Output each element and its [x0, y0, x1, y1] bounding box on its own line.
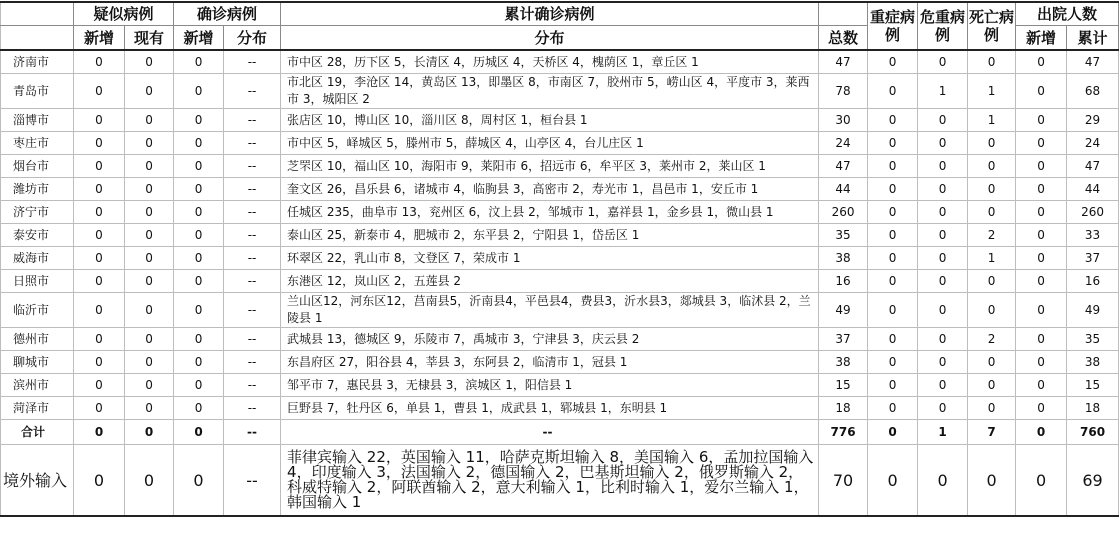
table-row [1, 201, 1119, 224]
critical-cell: 0 [918, 109, 968, 132]
suspected-current-cell: 0 [125, 132, 174, 155]
city-name-cell: 威海市 [1, 247, 74, 270]
confirmed-new-cell: 0 [174, 224, 224, 247]
distribution-cell: 兰山区12，河东区12，莒南县5，沂南县4，平邑县4，费县3，沂水县3，郯城县 3，临沭县 2，兰陵县 1 [281, 293, 819, 328]
death-cell: 0 [968, 50, 1016, 74]
city-name-cell: 日照市 [1, 270, 74, 293]
discharged-new-cell: 0 [1016, 293, 1067, 328]
cumulative-distribution-header: 分布 [281, 26, 819, 51]
distribution-cell: 东昌府区 27，阳谷县 4，莘县 3，东阿县 2，临清市 1，冠县 1 [281, 351, 819, 374]
critical-header: 危重病例 [918, 2, 968, 50]
suspected-new-cell: 0 [74, 109, 125, 132]
discharged-new-cell: 0 [1016, 201, 1067, 224]
confirmed-distribution-cell: -- [224, 132, 281, 155]
confirmed-distribution-cell: -- [224, 293, 281, 328]
severe-cell: 0 [868, 420, 918, 445]
city-name-cell: 枣庄市 [1, 132, 74, 155]
table-body [1, 50, 1119, 516]
critical-cell: 0 [918, 445, 968, 517]
critical-cell: 0 [918, 328, 968, 351]
death-cell: 1 [968, 109, 1016, 132]
discharged-new-header: 新增 [1016, 26, 1067, 51]
distribution-cell: 巨野县 7，牡丹区 6，单县 1，曹县 1，成武县 1，郓城县 1，东明县 1 [281, 397, 819, 420]
total-cell: 18 [819, 397, 868, 420]
distribution-cell: 任城区 235，曲阜市 13，兖州区 6，汶上县 2，邹城市 1，嘉祥县 1，金乡县 1，微山县 1 [281, 201, 819, 224]
suspected-current-cell: 0 [125, 155, 174, 178]
distribution-cell: 武城县 13，德城区 9，乐陵市 7，禹城市 3，宁津县 3，庆云县 2 [281, 328, 819, 351]
severe-cell: 0 [868, 247, 918, 270]
confirmed-new-cell: 0 [174, 270, 224, 293]
severe-cell: 0 [868, 132, 918, 155]
table-row [1, 351, 1119, 374]
discharged-new-cell: 0 [1016, 270, 1067, 293]
suspected-new-cell: 0 [74, 178, 125, 201]
suspected-current-cell: 0 [125, 201, 174, 224]
suspected-new-cell: 0 [74, 420, 125, 445]
suspected-current-cell: 0 [125, 109, 174, 132]
city-name-cell: 滨州市 [1, 374, 74, 397]
suspected-new-cell: 0 [74, 132, 125, 155]
severe-cell: 0 [868, 374, 918, 397]
suspected-current-cell: 0 [125, 178, 174, 201]
table-row [1, 270, 1119, 293]
suspected-new-cell: 0 [74, 50, 125, 74]
total-cell: 16 [819, 270, 868, 293]
discharged-cumulative-cell: 33 [1067, 224, 1119, 247]
suspected-current-cell: 0 [125, 293, 174, 328]
discharged-cumulative-cell: 18 [1067, 397, 1119, 420]
death-cell: 1 [968, 247, 1016, 270]
discharged-cumulative-cell: 69 [1067, 445, 1119, 517]
suspected-current-cell: 0 [125, 247, 174, 270]
cumulative-header-blank [819, 2, 868, 26]
death-cell: 0 [968, 132, 1016, 155]
table-row [1, 397, 1119, 420]
confirmed-new-cell: 0 [174, 293, 224, 328]
discharged-new-cell: 0 [1016, 247, 1067, 270]
city-name-cell: 德州市 [1, 328, 74, 351]
total-cell: 776 [819, 420, 868, 445]
distribution-cell: 市中区 28，历下区 5，长清区 4，历城区 4，天桥区 4，槐荫区 1，章丘区 1 [281, 50, 819, 74]
discharged-new-cell: 0 [1016, 178, 1067, 201]
death-header: 死亡病例 [968, 2, 1016, 50]
confirmed-distribution-cell: -- [224, 224, 281, 247]
discharged-cumulative-cell: 15 [1067, 374, 1119, 397]
suspected-current-cell: 0 [125, 420, 174, 445]
discharged-cumulative-cell: 35 [1067, 328, 1119, 351]
city-name-cell: 聊城市 [1, 351, 74, 374]
severe-cell: 0 [868, 74, 918, 109]
critical-cell: 0 [918, 155, 968, 178]
discharged-new-cell: 0 [1016, 445, 1067, 517]
cumulative-header: 累计确诊病例 [281, 2, 819, 26]
confirmed-distribution-cell: -- [224, 50, 281, 74]
discharged-cumulative-cell: 47 [1067, 50, 1119, 74]
critical-cell: 0 [918, 224, 968, 247]
suspected-new-cell: 0 [74, 351, 125, 374]
table-row [1, 132, 1119, 155]
severe-cell: 0 [868, 109, 918, 132]
critical-cell: 0 [918, 50, 968, 74]
discharged-cumulative-cell: 49 [1067, 293, 1119, 328]
confirmed-new-cell: 0 [174, 445, 224, 517]
header-row-top [1, 2, 1119, 26]
total-cell: 78 [819, 74, 868, 109]
total-cell: 47 [819, 50, 868, 74]
suspected-header: 疑似病例 [74, 2, 174, 26]
discharged-new-cell: 0 [1016, 374, 1067, 397]
critical-cell: 0 [918, 270, 968, 293]
table-row [1, 74, 1119, 109]
table-row [1, 247, 1119, 270]
discharged-new-cell: 0 [1016, 74, 1067, 109]
city-name-cell: 合计 [1, 420, 74, 445]
confirmed-distribution-cell: -- [224, 178, 281, 201]
confirmed-new-cell: 0 [174, 328, 224, 351]
suspected-current-cell: 0 [125, 374, 174, 397]
discharged-new-cell: 0 [1016, 132, 1067, 155]
confirmed-distribution-cell: -- [224, 74, 281, 109]
discharged-new-cell: 0 [1016, 50, 1067, 74]
table-row [1, 224, 1119, 247]
distribution-cell: 奎文区 26，昌乐县 6，诸城市 4，临朐县 3，高密市 2，寿光市 1，昌邑市 1，安丘市 1 [281, 178, 819, 201]
table-row [1, 178, 1119, 201]
death-cell: 2 [968, 328, 1016, 351]
critical-cell: 0 [918, 247, 968, 270]
death-cell: 0 [968, 201, 1016, 224]
total-cell: 260 [819, 201, 868, 224]
severe-cell: 0 [868, 201, 918, 224]
imported-cases-row [1, 445, 1119, 517]
suspected-current-cell: 0 [125, 50, 174, 74]
death-cell: 0 [968, 445, 1016, 517]
confirmed-new-cell: 0 [174, 374, 224, 397]
suspected-current-cell: 0 [125, 397, 174, 420]
discharged-cumulative-cell: 16 [1067, 270, 1119, 293]
table-row [1, 155, 1119, 178]
suspected-current-cell: 0 [125, 328, 174, 351]
suspected-current-cell: 0 [125, 224, 174, 247]
severe-cell: 0 [868, 445, 918, 517]
severe-cell: 0 [868, 293, 918, 328]
confirmed-new-cell: 0 [174, 50, 224, 74]
suspected-new-cell: 0 [74, 397, 125, 420]
confirmed-distribution-cell: -- [224, 155, 281, 178]
suspected-new-cell: 0 [74, 374, 125, 397]
confirmed-header: 确诊病例 [174, 2, 281, 26]
discharged-cumulative-cell: 68 [1067, 74, 1119, 109]
distribution-cell: 邹平市 7，惠民县 3，无棣县 3，滨城区 1，阳信县 1 [281, 374, 819, 397]
discharged-cumulative-cell: 24 [1067, 132, 1119, 155]
total-cell: 37 [819, 328, 868, 351]
discharged-new-cell: 0 [1016, 420, 1067, 445]
distribution-cell: 菲律宾输入 22，英国输入 11，哈萨克斯坦输入 8，美国输入 6，孟加拉国输入 4，印度输入 3，法国输入 2，德国输入 2，巴基斯坦输入 2，俄罗斯输入 2，科威特输入 2，阿联酋输入 2，意大利输入 1，比利时输入 1，爱尔兰输入 1，韩国输入 1 [281, 445, 819, 517]
total-cell: 30 [819, 109, 868, 132]
suspected-current-cell: 0 [125, 445, 174, 517]
city-name-cell: 淄博市 [1, 109, 74, 132]
total-row [1, 420, 1119, 445]
discharged-new-cell: 0 [1016, 109, 1067, 132]
total-cell: 15 [819, 374, 868, 397]
discharged-new-cell: 0 [1016, 328, 1067, 351]
discharged-header: 出院人数 [1016, 2, 1119, 26]
suspected-current-cell: 0 [125, 270, 174, 293]
confirmed-distribution-cell: -- [224, 109, 281, 132]
death-cell: 0 [968, 293, 1016, 328]
confirmed-distribution-cell: -- [224, 445, 281, 517]
confirmed-new-cell: 0 [174, 178, 224, 201]
critical-cell: 0 [918, 132, 968, 155]
distribution-cell: 张店区 10，博山区 10，淄川区 8，周村区 1，桓台县 1 [281, 109, 819, 132]
death-cell: 0 [968, 397, 1016, 420]
severe-cell: 0 [868, 155, 918, 178]
total-cell: 70 [819, 445, 868, 517]
severe-cell: 0 [868, 397, 918, 420]
death-cell: 1 [968, 74, 1016, 109]
critical-cell: 0 [918, 178, 968, 201]
suspected-new-cell: 0 [74, 201, 125, 224]
critical-cell: 0 [918, 201, 968, 224]
discharged-new-cell: 0 [1016, 397, 1067, 420]
city-name-cell: 菏泽市 [1, 397, 74, 420]
severe-cell: 0 [868, 270, 918, 293]
critical-cell: 0 [918, 293, 968, 328]
confirmed-distribution-cell: -- [224, 351, 281, 374]
severe-cell: 0 [868, 50, 918, 74]
death-cell: 0 [968, 351, 1016, 374]
suspected-current-cell: 0 [125, 74, 174, 109]
table-row [1, 374, 1119, 397]
suspected-new-cell: 0 [74, 293, 125, 328]
total-cell: 49 [819, 293, 868, 328]
suspected-new-cell: 0 [74, 224, 125, 247]
city-name-cell: 济南市 [1, 50, 74, 74]
suspected-new-header: 新增 [74, 26, 125, 51]
death-cell: 7 [968, 420, 1016, 445]
confirmed-distribution-cell: -- [224, 201, 281, 224]
total-cell: 38 [819, 247, 868, 270]
city-name-cell: 济宁市 [1, 201, 74, 224]
table-row [1, 50, 1119, 74]
cumulative-total-header: 总数 [819, 26, 868, 51]
confirmed-new-cell: 0 [174, 155, 224, 178]
city-name-cell: 境外输入 [1, 445, 74, 517]
confirmed-new-cell: 0 [174, 109, 224, 132]
severe-header: 重症病例 [868, 2, 918, 50]
confirmed-new-cell: 0 [174, 397, 224, 420]
city-name-cell: 泰安市 [1, 224, 74, 247]
death-cell: 0 [968, 374, 1016, 397]
table-row [1, 328, 1119, 351]
severe-cell: 0 [868, 351, 918, 374]
death-cell: 0 [968, 178, 1016, 201]
discharged-new-cell: 0 [1016, 351, 1067, 374]
city-name-cell: 青岛市 [1, 74, 74, 109]
confirmed-distribution-cell: -- [224, 374, 281, 397]
distribution-cell: 市中区 5，峄城区 5，滕州市 5，薛城区 4，山亭区 4，台儿庄区 1 [281, 132, 819, 155]
confirmed-new-header: 新增 [174, 26, 224, 51]
corner-cell [1, 2, 74, 26]
severe-cell: 0 [868, 328, 918, 351]
critical-cell: 1 [918, 74, 968, 109]
table-row [1, 293, 1119, 328]
total-cell: 24 [819, 132, 868, 155]
suspected-new-cell: 0 [74, 247, 125, 270]
distribution-cell: 市北区 19，李沧区 14，黄岛区 13，即墨区 8，市南区 7，胶州市 5，崂山区 4，平度市 3，莱西市 3，城阳区 2 [281, 74, 819, 109]
death-cell: 0 [968, 270, 1016, 293]
confirmed-new-cell: 0 [174, 132, 224, 155]
total-cell: 38 [819, 351, 868, 374]
confirmed-distribution-cell: -- [224, 247, 281, 270]
distribution-cell: -- [281, 420, 819, 445]
suspected-new-cell: 0 [74, 445, 125, 517]
covid-statistics-table [0, 1, 1119, 517]
discharged-new-cell: 0 [1016, 155, 1067, 178]
confirmed-new-cell: 0 [174, 420, 224, 445]
distribution-cell: 芝罘区 10，福山区 10，海阳市 9，莱阳市 6，招远市 6，牟平区 3，莱州市 2，莱山区 1 [281, 155, 819, 178]
confirmed-new-cell: 0 [174, 201, 224, 224]
suspected-new-cell: 0 [74, 155, 125, 178]
suspected-current-header: 现有 [125, 26, 174, 51]
discharged-cumulative-cell: 38 [1067, 351, 1119, 374]
severe-cell: 0 [868, 224, 918, 247]
distribution-cell: 东港区 12，岚山区 2，五莲县 2 [281, 270, 819, 293]
confirmed-distribution-header: 分布 [224, 26, 281, 51]
discharged-cumulative-cell: 37 [1067, 247, 1119, 270]
death-cell: 2 [968, 224, 1016, 247]
suspected-new-cell: 0 [74, 328, 125, 351]
total-cell: 47 [819, 155, 868, 178]
distribution-cell: 环翠区 22，乳山市 8，文登区 7，荣成市 1 [281, 247, 819, 270]
discharged-new-cell: 0 [1016, 224, 1067, 247]
critical-cell: 0 [918, 374, 968, 397]
critical-cell: 0 [918, 397, 968, 420]
city-name-cell: 烟台市 [1, 155, 74, 178]
death-cell: 0 [968, 155, 1016, 178]
confirmed-new-cell: 0 [174, 247, 224, 270]
severe-cell: 0 [868, 178, 918, 201]
confirmed-distribution-cell: -- [224, 328, 281, 351]
discharged-cumulative-cell: 47 [1067, 155, 1119, 178]
suspected-current-cell: 0 [125, 351, 174, 374]
discharged-cumulative-cell: 260 [1067, 201, 1119, 224]
table-row [1, 109, 1119, 132]
corner-cell-sub [1, 26, 74, 51]
discharged-cumulative-cell: 29 [1067, 109, 1119, 132]
discharged-cumulative-cell: 44 [1067, 178, 1119, 201]
confirmed-new-cell: 0 [174, 74, 224, 109]
confirmed-distribution-cell: -- [224, 270, 281, 293]
confirmed-distribution-cell: -- [224, 397, 281, 420]
distribution-cell: 泰山区 25，新泰市 4，肥城市 2，东平县 2，宁阳县 1，岱岳区 1 [281, 224, 819, 247]
total-cell: 35 [819, 224, 868, 247]
suspected-new-cell: 0 [74, 270, 125, 293]
discharged-cumulative-cell: 760 [1067, 420, 1119, 445]
total-cell: 44 [819, 178, 868, 201]
city-name-cell: 潍坊市 [1, 178, 74, 201]
confirmed-distribution-cell: -- [224, 420, 281, 445]
critical-cell: 0 [918, 351, 968, 374]
discharged-cumulative-header: 累计 [1067, 26, 1119, 51]
critical-cell: 1 [918, 420, 968, 445]
suspected-new-cell: 0 [74, 74, 125, 109]
city-name-cell: 临沂市 [1, 293, 74, 328]
confirmed-new-cell: 0 [174, 351, 224, 374]
